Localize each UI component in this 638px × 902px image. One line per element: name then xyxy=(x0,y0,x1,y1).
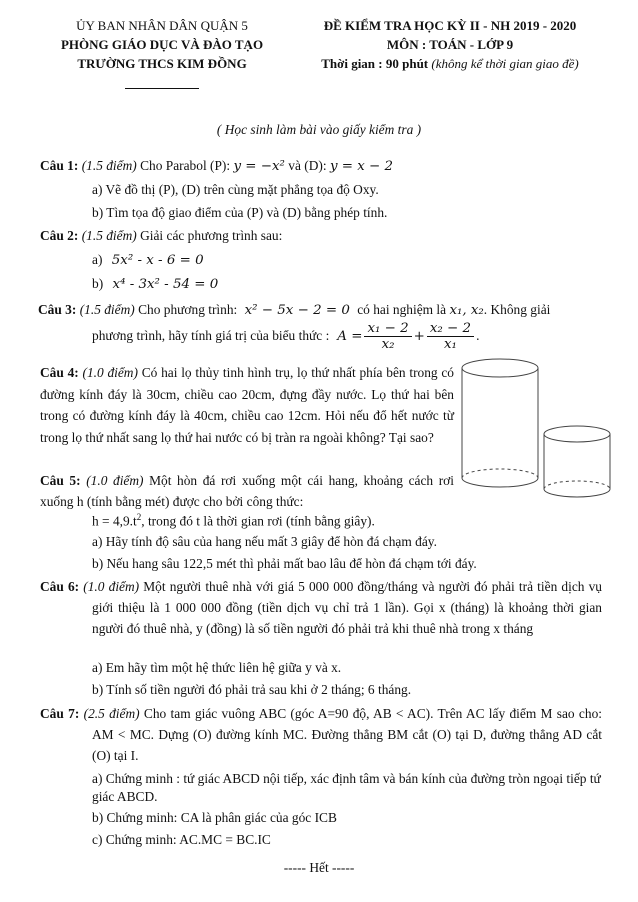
q7-part-b: b) Chứng minh: CA là phân giác của góc ICB xyxy=(92,810,337,825)
subject-line: MÔN : TOÁN - LỚP 9 xyxy=(386,37,514,52)
q5-points: (1.0 điểm) xyxy=(86,473,144,488)
q2-label: Câu 2 xyxy=(40,228,74,243)
q2-a-equation: 5x² - x - 6 = 0 xyxy=(111,253,204,268)
question-2: Câu 2: (1.5 điểm) Giải các phương trình sau: xyxy=(40,228,283,243)
q1-label: Câu 1 xyxy=(40,158,74,173)
q1-part-b: b) Tìm tọa độ giao điểm của (P) và (D) bằng phép tính. xyxy=(92,205,388,220)
q7-points: (2.5 điểm) xyxy=(83,706,140,721)
q3-points: (1.5 điểm) xyxy=(79,302,135,317)
instruction-note: ( Học sinh làm bài vào giấy kiểm tra ) xyxy=(216,122,422,137)
department-name: PHÒNG GIÁO DỤC VÀ ĐÀO TẠO xyxy=(60,37,264,52)
question-7: Câu 7: (2.5 điểm) Cho tam giác vuông ABC (góc A=90 độ, AB < AC). Trên AC lấy điểm M sao cho: AM < MC. Dựng (O) đường kính MC. Đường thẳng BM cắt (O) tại D, đường thẳng AD cắt (O) tại I. xyxy=(40,706,602,763)
tall-cylinder xyxy=(462,359,538,487)
exam-title: ĐỀ KIỂM TRA HỌC KỲ II - NH 2019 - 2020 xyxy=(323,18,577,33)
q5-part-b: b) Nếu hang sâu 122,5 mét thì phải mất bao lâu để hòn đá chạm tới đáy. xyxy=(92,556,477,571)
q3-roots: x₁, x₂ xyxy=(449,303,484,318)
q2-b-prefix: b) xyxy=(92,276,104,291)
q3-f1-numerator: x₁ − 2 xyxy=(364,321,411,337)
time-label: Thời gian : 90 phút xyxy=(321,56,429,71)
q3-fraction-2 xyxy=(427,321,474,352)
q6-part-a: a) Em hãy tìm một hệ thức liên hệ giữa y và x. xyxy=(92,660,342,675)
q7-text: Cho tam giác vuông ABC (góc A=90 độ, AB < AC). Trên AC lấy điểm M sao cho: AM < MC. Dựng (O) đường kính MC. Đường thẳng BM cắt (O) tại D, đường thẳng AD cắt (O) tại I. xyxy=(92,706,602,763)
q1-parabola-eq: y = −x² xyxy=(233,159,285,174)
q3-mid: có hai nghiệm là xyxy=(357,302,447,317)
q3-plus: + xyxy=(413,328,425,344)
q7-label: Câu 7 xyxy=(40,706,75,721)
q4-text: Có hai lọ thủy tinh hình trụ, lọ thứ nhất phía bên trong có đường kính đáy là 30cm, chiều cao 20cm, đựng đầy nước. Lọ thứ hai bên trong có đường kính đáy là 40cm, chiều cao 12cm. Hỏi nếu đổ hết nước từ trong lọ thứ nhất sang lọ thứ hai nước có bị tràn ra ngoài không? Tại sao? xyxy=(40,365,454,445)
q7-part-a: a) Chứng minh : tứ giác ABCD nội tiếp, xác định tâm và bán kính của đường tròn ngoại tiếp tứ giác ABCD. xyxy=(92,771,601,804)
q5-part-a: a) Hãy tính độ sâu của hang nếu mất 3 giây để hòn đá chạm đáy. xyxy=(92,534,437,549)
q5-formula-line xyxy=(92,512,375,529)
question-3: Câu 3: (1.5 điểm) Cho phương trình: x² − 5x − 2 = 0 có hai nghiệm là x₁, x₂. Không giải xyxy=(38,302,551,318)
district-name: ỦY BAN NHÂN DÂN QUẬN 5 xyxy=(76,18,248,33)
q3-f1-denominator: x₂ xyxy=(381,336,395,352)
q1-line-eq: y = x − 2 xyxy=(329,159,394,174)
q5-text: Một hòn đá rơi xuống một cái hang, khoảng cách rơi xuống h (tính bằng mét) được cho bởi công thức: xyxy=(40,473,454,509)
q4-points: (1.0 điểm) xyxy=(82,365,138,380)
q6-part-b: b) Tính số tiền người đó phải trả sau khi ở 2 tháng; 6 tháng. xyxy=(92,682,412,697)
q6-points: (1.0 điểm) xyxy=(83,579,140,594)
q2-b-equation: x⁴ - 3x² - 54 = 0 xyxy=(112,277,219,292)
q6-label: Câu 6 xyxy=(40,579,75,594)
q2-intro: Giải các phương trình sau: xyxy=(140,228,283,243)
q3-intro: Cho phương trình: xyxy=(138,302,238,317)
question-5: Câu 5: (1.0 điểm) Một hòn đá rơi xuống một cái hang, khoảng cách rơi xuống h (tính bằng mét) được cho bởi công thức: xyxy=(40,473,454,509)
q3-expr-lhs: A = xyxy=(337,328,363,344)
question-4: Câu 4: (1.0 điểm) Có hai lọ thủy tinh hình trụ, lọ thứ nhất phía bên trong có đường kính đáy là 30cm, chiều cao 20cm, đựng đầy nước. Lọ thứ hai bên trong có đường kính đáy là 40cm, chiều cao 12cm. Hỏi nếu đổ hết nước từ trong lọ thứ nhất sang lọ thứ hai nước có bị tràn ra ngoài không? Tại sao? xyxy=(40,365,454,445)
q2-points: (1.5 điểm) xyxy=(81,228,137,243)
q2-part-a xyxy=(92,252,204,268)
header-right xyxy=(300,18,600,72)
header-left xyxy=(40,18,284,89)
q5-formula-exponent: 2 xyxy=(136,512,142,522)
q3-expression-line xyxy=(92,316,479,356)
q5-formula-tail: , trong đó t là thời gian rơi (tính bằng giây). xyxy=(141,513,375,529)
q3-fraction-1 xyxy=(364,321,411,352)
q5-label: Câu 5 xyxy=(40,473,77,488)
q6-text: Một người thuê nhà với giá 5 000 000 đồng/tháng và người đó phải trả tiền dịch vụ giới thiệu là 1 000 000 đồng (tiền dịch vụ chỉ trả 1 lần). Gọi x (tháng) là khoảng thời gian người đó thuê nhà, y (đồng) là số tiền người đó phải trả khi thuê nhà trong x tháng xyxy=(92,579,602,636)
q3-tail: . Không giải xyxy=(483,302,551,317)
q2-part-b xyxy=(92,276,218,292)
question-1: Câu 1: (1.5 điểm) Cho Parabol (P): y = −x² và (D): y = x − 2 xyxy=(40,158,394,174)
end-marker: ----- Hết ----- xyxy=(283,860,355,875)
q3-equation: x² − 5x − 2 = 0 xyxy=(244,303,350,318)
cylinders-illustration xyxy=(455,355,615,505)
q1-part-a: a) Vẽ đồ thị (P), (D) trên cùng mặt phẳng tọa độ Oxy. xyxy=(92,182,379,197)
q3-f2-numerator: x₂ − 2 xyxy=(427,321,474,337)
q1-intro: Cho Parabol (P): xyxy=(140,158,231,173)
q1-points: (1.5 điểm) xyxy=(81,158,137,173)
q3-end: . xyxy=(476,328,480,343)
q3-f2-denominator: x₁ xyxy=(444,336,457,352)
q1-and: và (D): xyxy=(288,158,327,173)
q5-formula: h = 4,9.t xyxy=(92,513,137,529)
q2-a-prefix: a) xyxy=(92,252,103,267)
time-note: (không kể thời gian giao đề) xyxy=(431,56,579,71)
q3-label: Câu 3 xyxy=(38,302,72,317)
q4-label: Câu 4 xyxy=(40,365,75,380)
q3-line2: phương trình, hãy tính giá trị của biểu thức : xyxy=(92,328,330,343)
header-underline xyxy=(125,88,199,89)
q7-part-c: c) Chứng minh: AC.MC = BC.IC xyxy=(92,832,271,847)
short-cylinder xyxy=(544,426,610,497)
time-line xyxy=(300,56,600,72)
school-name: TRƯỜNG THCS KIM ĐỒNG xyxy=(77,56,247,71)
question-6: Câu 6: (1.0 điểm) Một người thuê nhà với giá 5 000 000 đồng/tháng và người đó phải trả tiền dịch vụ giới thiệu là 1 000 000 đồng (tiền dịch vụ chỉ trả 1 lần). Gọi x (tháng) là khoảng thời gian người đó thuê nhà, y (đồng) là số tiền người đó phải trả khi thuê nhà trong x tháng xyxy=(40,579,602,636)
